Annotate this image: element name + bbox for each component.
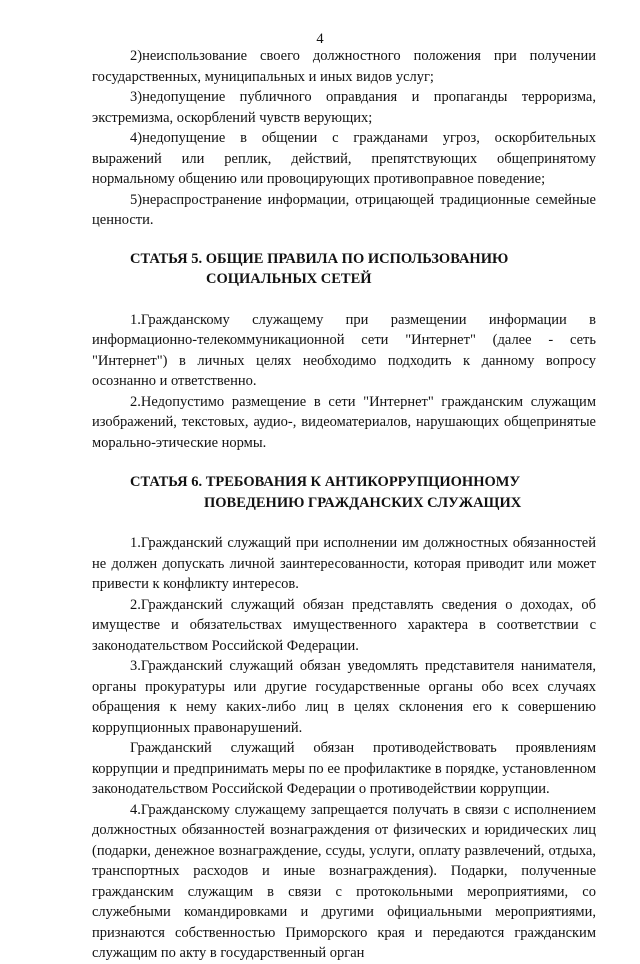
- section-6-paragraph: 4.Гражданскому служащему запрещается получать в связи с исполнением должностных обязанностей вознаграждения от физических и юридических лиц (подарки, денежное вознаграждение, ссуды, услуги, оплату развлечений, отдыха, транспортных расходов и иные вознаграждения). Подарки, полученные гражданским служащим в связи с протокольными мероприятиями, со служебными командировками и другими официальными мероприятиями, признаются собственностью Приморского края и передаются гражданским служащим по акту в государственный орган: [92, 801, 596, 961]
- section-6-paragraph: 2.Гражданский служащий обязан представлять сведения о доходах, об имуществе и обязательствах имущественного характера в соответствии с законодательством Российской Федерации.: [92, 596, 596, 654]
- document-body: [92, 46, 596, 964]
- section-6-heading: [92, 472, 596, 513]
- list-item: 5)нераспространение информации, отрицающей традиционные семейные ценности.: [92, 191, 596, 228]
- section-5-title-line1: СТАТЬЯ 5. ОБЩИЕ ПРАВИЛА ПО ИСПОЛЬЗОВАНИЮ: [130, 250, 509, 267]
- page-number: 4: [316, 31, 324, 47]
- section-6-paragraph: Гражданский служащий обязан противодействовать проявлениям коррупции и предпринимать меры по ее профилактике в порядке, установленном законодательством Российской Федерации о противодействии коррупции.: [92, 740, 596, 797]
- section-6-paragraph: 1.Гражданский служащий при исполнении им должностных обязанностей не должен допускать личной заинтересованности, которая приводит или может привести к конфликту интересов.: [92, 535, 596, 592]
- section-5-title-line2: СОЦИАЛЬНЫХ СЕТЕЙ: [206, 271, 372, 287]
- list-item: 3)недопущение публичного оправдания и пропаганды терроризма, экстремизма, оскорблений чувств верующих;: [92, 89, 596, 126]
- section-5-paragraph: 2.Недопустимо размещение в сети "Интернет" гражданским служащим изображений, текстовых, аудио-, видеоматериалов, нарушающих общепринятые морально-этические нормы.: [92, 393, 596, 451]
- section-6-title-line2: ПОВЕДЕНИЮ ГРАЖДАНСКИХ СЛУЖАЩИХ: [204, 494, 522, 511]
- list-item: 2)неиспользование своего должностного положения при получении государственных, муниципальных и иных видов услуг;: [92, 48, 596, 85]
- section-6-paragraph: 3.Гражданский служащий обязан уведомлять представителя нанимателя, органы прокуратуры или другие государственные органы обо всех случаях обращения к нему каких-либо лиц в целях склонения его к совершению коррупционных правонарушений.: [92, 658, 596, 736]
- section-5-paragraph: 1.Гражданскому служащему при размещении информации в информационно-телекоммуникационной сети "Интернет" (далее - сеть "Интернет") в личных целях необходимо подходить к данному вопросу осознанно и ответственно.: [92, 311, 596, 389]
- section-6-title-line1: СТАТЬЯ 6. ТРЕБОВАНИЯ К АНТИКОРРУПЦИОННОМУ: [130, 474, 521, 490]
- section-5-heading: [92, 249, 596, 290]
- list-item: 4)недопущение в общении с гражданами угроз, оскорбительных выражений или реплик, действий, препятствующих общепринятому нормальному общению или провоцирующих противоправное поведение;: [92, 130, 596, 187]
